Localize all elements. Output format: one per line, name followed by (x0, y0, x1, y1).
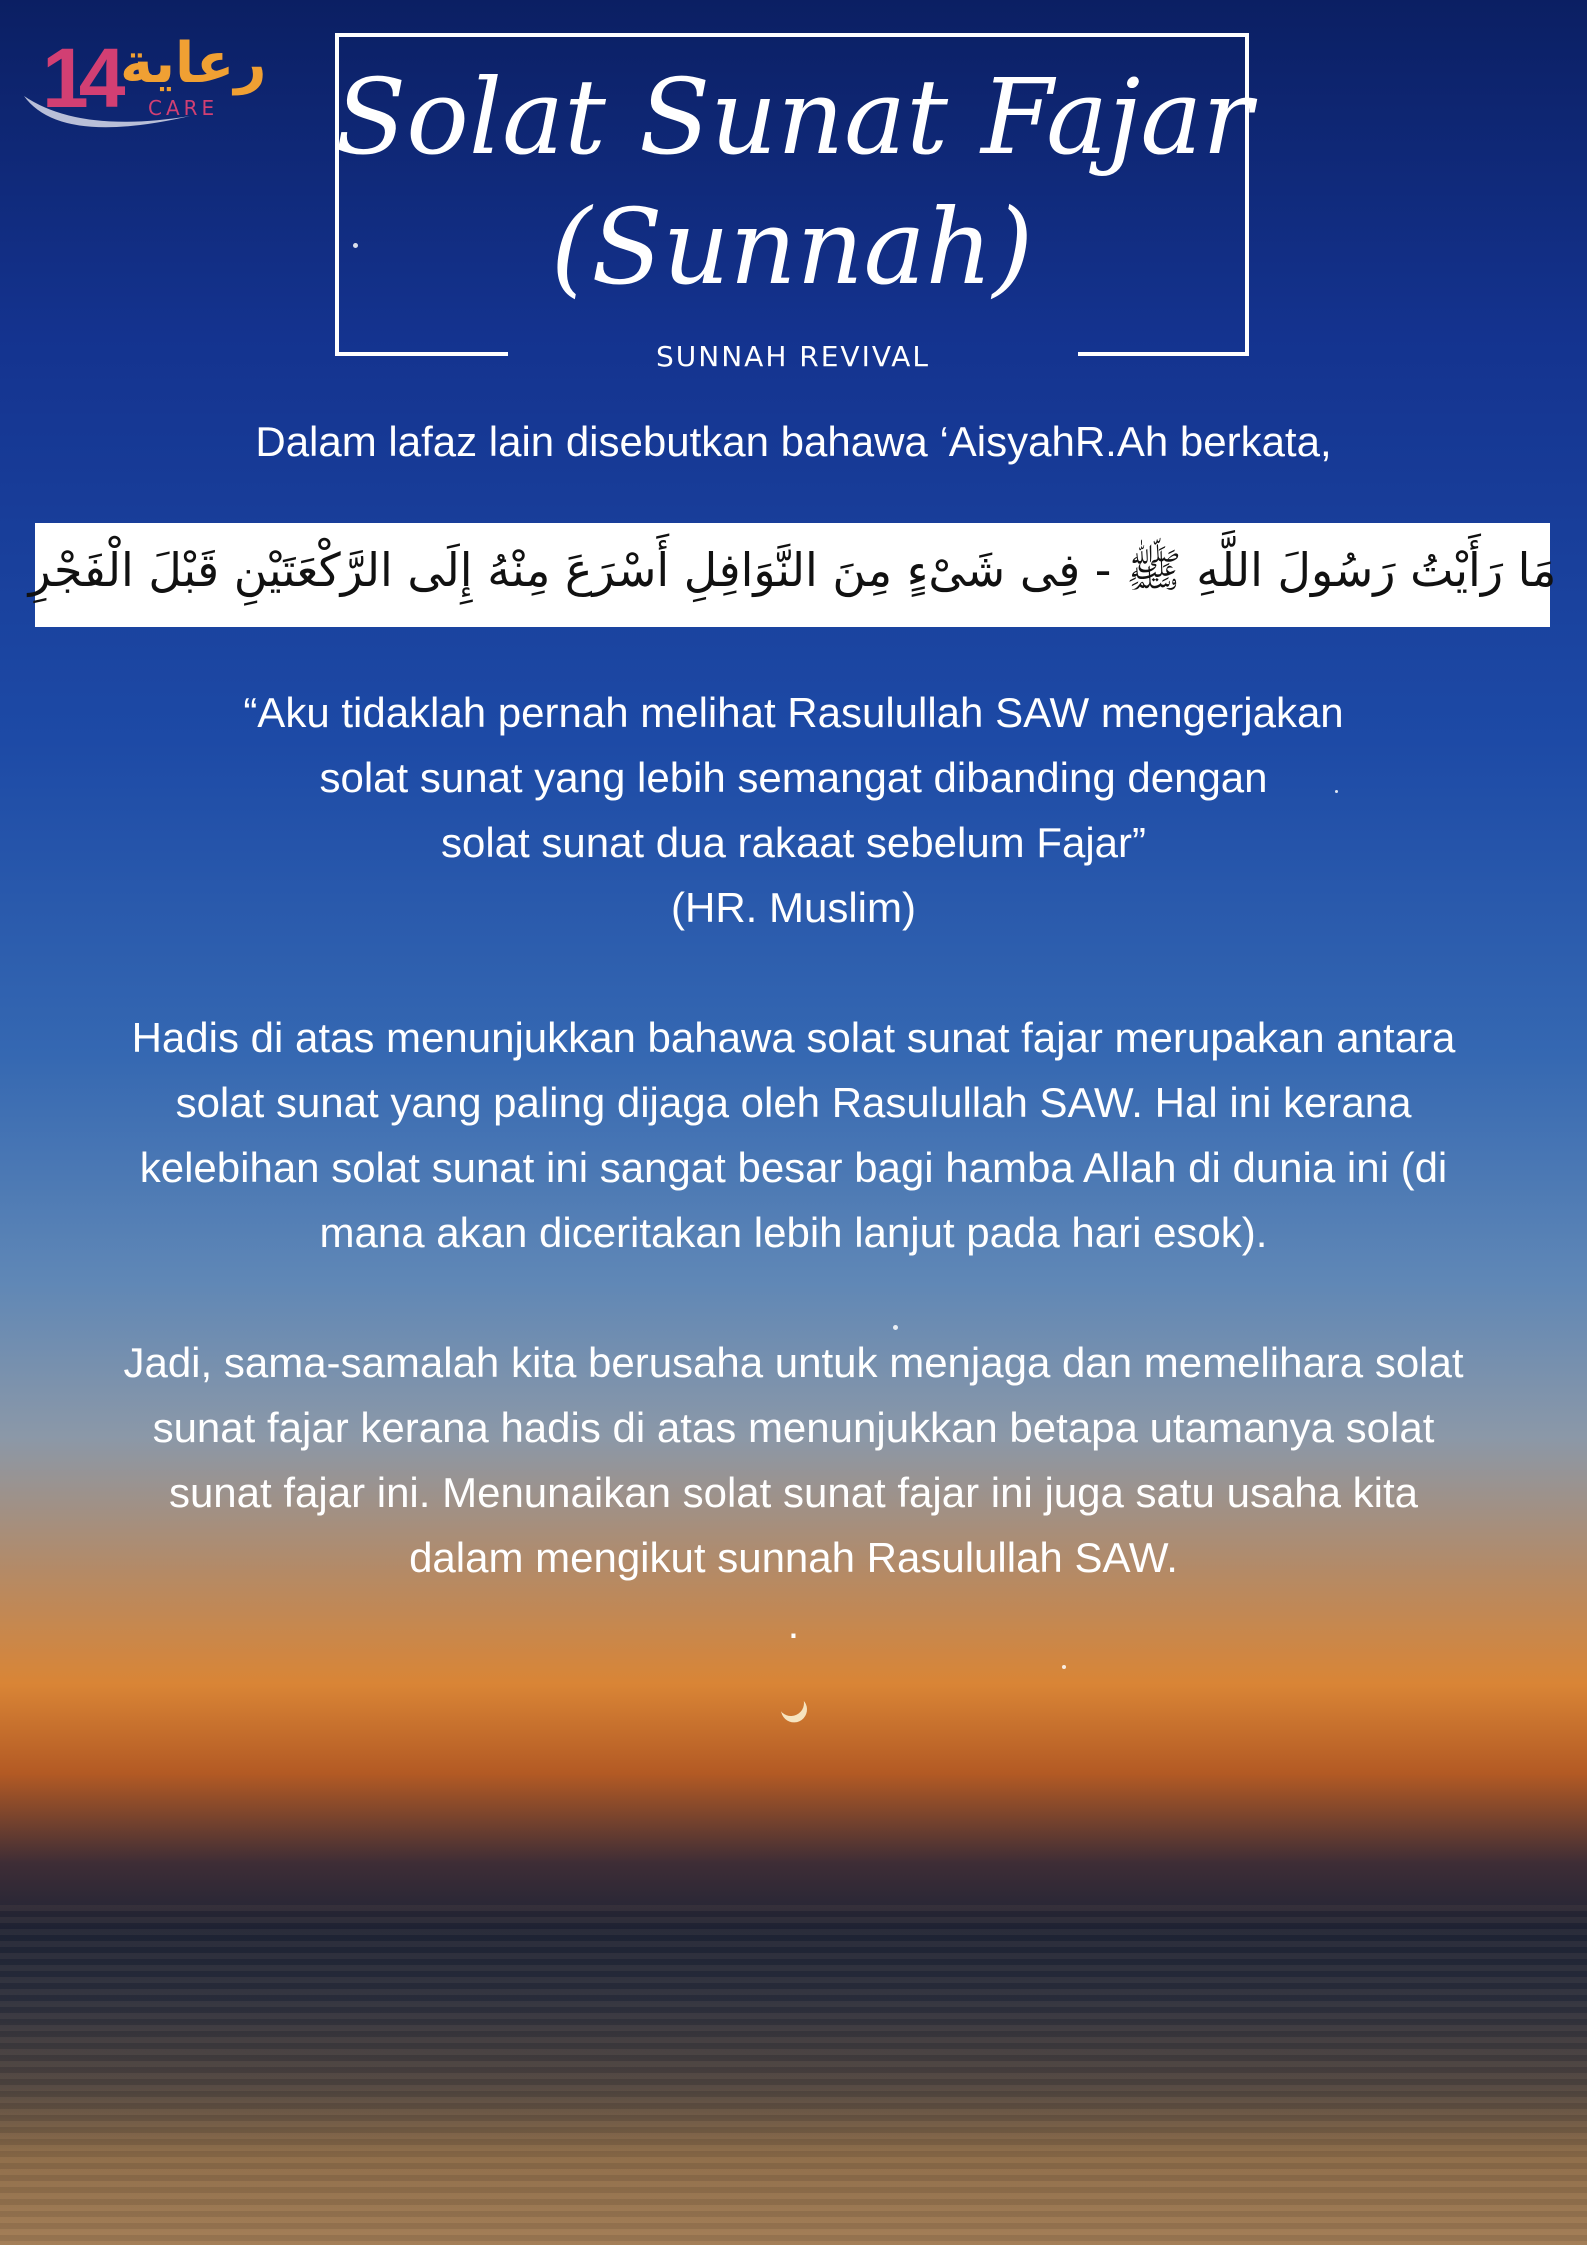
intro-text: Dalam lafaz lain disebutkan bahawa ‘AisyahR.Ah berkata, (255, 418, 1332, 465)
quote-source: (HR. Muslim) (671, 884, 916, 931)
quote-line: solat sunat dua rakaat sebelum Fajar” (440, 819, 1147, 866)
logo-arabic-text: رعاية (120, 31, 267, 96)
paragraph-line: Hadis di atas menunjukkan bahawa solat sunat fajar merupakan antara (131, 1014, 1456, 1061)
quote-line: “Aku tidaklah pernah melihat Rasulullah SAW mengerjakan (243, 689, 1344, 736)
star (1062, 1665, 1066, 1669)
quote-line: solat sunat yang lebih semangat dibanding dengan (319, 754, 1268, 801)
paragraph-line: solat sunat yang paling dijaga oleh Rasulullah SAW. Hal ini kerana (175, 1079, 1412, 1126)
logo-number: 14 (42, 31, 116, 125)
paragraph-line: Jadi, sama-samalah kita berusaha untuk menjaga dan memelihara solat (123, 1339, 1464, 1386)
page-subtitle: SUNNAH REVIVAL (656, 340, 930, 373)
logo (20, 30, 280, 160)
paragraph-line: sunat fajar kerana hadis di atas menunjukkan betapa utamanya solat (152, 1404, 1435, 1451)
sea-reflection (0, 1905, 1587, 2245)
crescent-moon-icon (774, 1686, 807, 1719)
paragraph-line: kelebihan solat sunat ini sangat besar bagi hamba Allah di dunia ini (di (139, 1144, 1448, 1191)
paragraph-line: dalam mengikut sunnah Rasulullah SAW. (409, 1534, 1178, 1581)
title-frame-bottom-right (1078, 352, 1249, 356)
paragraph-1 (20, 1005, 1567, 1265)
paragraph-2 (20, 1330, 1567, 1590)
page-title-line2: (Sunnah) (550, 186, 1034, 308)
title-frame-bottom-left (335, 352, 508, 356)
arabic-hadith-box (28, 523, 1557, 627)
logo-care-text: CARE (148, 96, 219, 120)
page-title-line1: Solat Sunat Fajar (335, 56, 1253, 178)
trailing-dot: . (787, 1600, 800, 1647)
arabic-hadith-text: مَا رَأَيْتُ رَسُولَ اللَّهِ ﷺ - فِى شَىْءٍ مِنَ النَّوَافِلِ أَسْرَعَ مِنْهُ إِلَى الرَّكْعَتَيْنِ قَبْلَ الْفَجْرِ (28, 542, 1557, 597)
hadith-translation (0, 680, 1587, 940)
paragraph-line: mana akan diceritakan lebih lanjut pada hari esok). (319, 1209, 1268, 1256)
paragraph-line: sunat fajar ini. Menunaikan solat sunat fajar ini juga satu usaha kita (168, 1469, 1419, 1516)
